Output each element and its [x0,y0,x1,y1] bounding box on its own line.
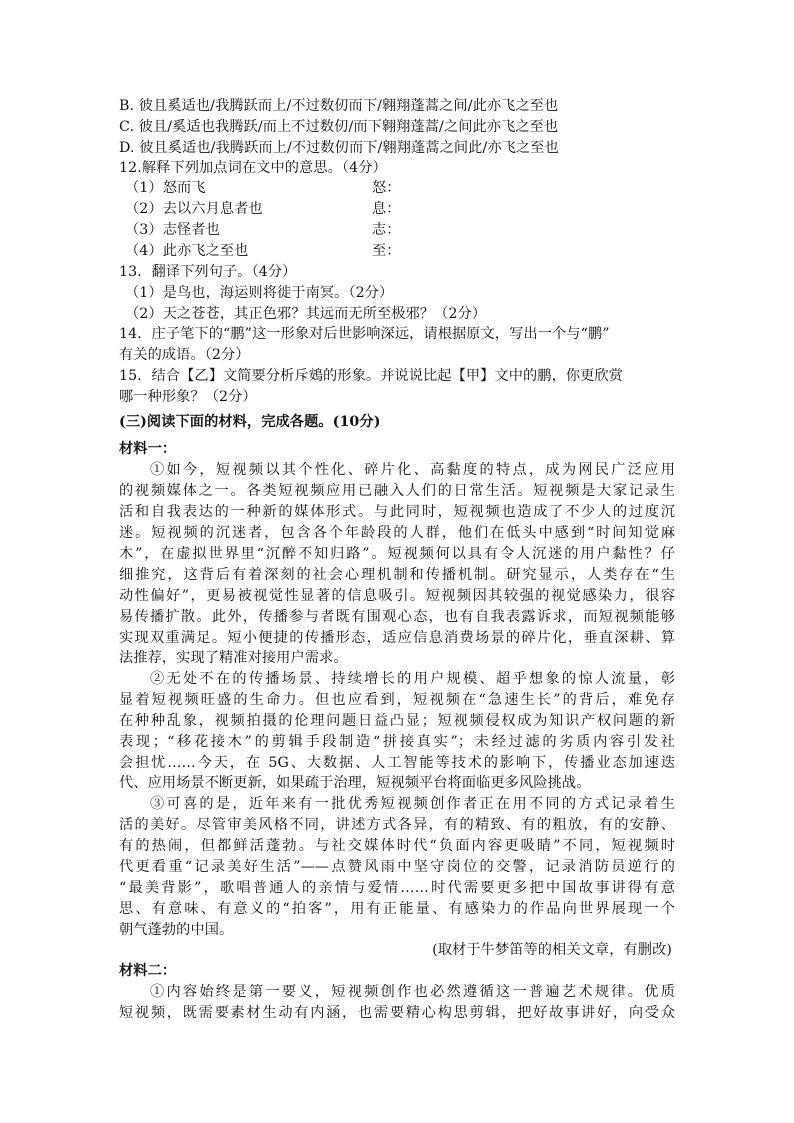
q13-title: 13．翻译下列句子。（4分） [119,264,297,280]
q12-answer-blank: 息： [372,201,401,217]
q12-item: （1）怒而飞 [125,180,206,196]
paragraph-line: 代更看重“记录美好生活”——点赞风雨中坚守岗位的交警，记录消防员逆行的 [119,859,675,875]
q12-answer-blank: 至： [372,243,401,259]
paragraph-line: 的视频媒体之一。各类短视频应用已融入人们的日常生活。短视频是大家记录生 [119,483,675,499]
paragraph-line: 代、应用场景不断更新，如果疏于治理，短视频平台将面临更多风险挑战。 [119,775,591,791]
paragraph-line: ①内容始终是第一要义，短视频创作也必然遵循这一普遍艺术规律。优质 [150,984,675,1000]
material2-label: 材料二： [119,963,177,979]
q15-line: 15．结合【乙】文简要分析斥鴳的形象。并说说比起【甲】文中的鹏，你更欣赏 [119,368,624,384]
paragraph-line: ①如今，短视频以其个性化、碎片化、高黏度的特点，成为网民广泛应用 [150,462,675,478]
q14-line: 14．庄子笔下的“鹏”这一形象对后世影响深远，请根据原文，写出一个与“鹏” [119,326,610,342]
q15-line: 哪一种形象？（2分） [119,389,257,405]
paragraph-line: 朝气蓬勃的中国。 [119,922,234,938]
paragraph-line: 动性偏好”，更易被视觉性显著的信息吸引。短视频因其较强的视觉感染力，很容 [119,588,675,604]
paragraph-line: 在种种乱象，视频拍摄的伦理问题日益凸显；短视频侵权成为知识产权问题的新 [119,713,675,729]
paragraph-line: 迷。短视频的沉迷者，包含各个年龄段的人群，他们在低头中感到“时间知觉麻 [119,525,675,541]
q12-item: （3）志怪者也 [125,222,220,238]
q12-answer-blank: 志： [372,222,401,238]
section-title: (三)阅读下面的材料，完成各题。(10分) [119,414,381,430]
paragraph-line: 显着短视频旺盛的生命力。但也应看到，短视频在“急速生长”的背后，难免存 [119,692,675,708]
paragraph-line: “最美背影”，歌唱普通人的亲情与爱情……时代需要更多把中国故事讲得有意 [119,880,675,896]
paragraph-line: 实现双重满足。短小便捷的传播形态，适应信息消费场景的碎片化，垂直深耕、算 [119,630,675,646]
q12-item: （2）去以六月息者也 [125,201,263,217]
paragraph-line: ③可喜的是，近年来有一批优秀短视频创作者正在用不同的方式记录着生 [150,796,675,812]
paragraph-line: 活的美好。尽管审美风格不同，讲述方式各异，有的精致、有的粗放，有的安静、 [119,817,675,833]
source-note: (取材于牛梦笛等的相关文章，有删改) [432,942,672,958]
q12-item: （4）此亦飞之至也 [125,243,249,259]
q12-title: 12.解释下列加点词在文中的意思。（4分） [119,160,387,176]
paragraph-line: 会担忧……今天，在 5G、大数据、人工智能等技术的影响下，传播业态加速迭 [119,755,675,771]
paragraph-line: 表现；“移花接木”的剪辑手段制造“拼接真实”；未经过滤的劣质内容引发社 [119,734,675,750]
option-d: D. 彼且奚适也/我腾跃而上/不过数仞而下/翱翔蓬蒿之间此/亦飞之至也 [119,140,559,156]
material1-label: 材料一： [119,441,177,457]
paragraph-line: ②无处不在的传播场景、持续增长的用户规模、超乎想象的惊人流量，彰 [150,671,675,687]
paragraph-line: 思、有意味、有意义的“拍客”，用有正能量、有感染力的作品向世界展现一个 [119,901,675,917]
q14-line: 有关的成语。（2分） [119,347,250,363]
paragraph-line: 法推荐，实现了精准对接用户需求。 [119,650,348,666]
option-c: C. 彼且/奚适也我腾跃/而上不过数仞/而下翱翔蓬蒿/之间此亦飞之至也 [119,119,559,135]
q12-answer-blank: 怒： [372,180,401,196]
paragraph-line: 活和自我表达的一种新的媒体形式。与此同时，短视频也造成了不少人的过度沉 [119,504,675,520]
paragraph-line: 易传播扩散。此外，传播参与者既有围观心态，也有自我表露诉求，而短视频能够 [119,609,675,625]
paragraph-line: 有的热闹，但都鲜活蓬勃。与社交媒体时代“负面内容更吸睛”不同，短视频时 [119,838,675,854]
q13-item: （1）是鸟也，海运则将徙于南冥。（2分） [125,285,394,301]
paragraph-line: 短视频，既需要素材生动有内涵，也需要精心构思剪辑，把好故事讲好，向受众 [119,1005,675,1021]
q13-item: （2）天之苍苍，其正色邪？其远而无所至极邪？（2分） [125,306,487,322]
paragraph-line: 木”，在虚拟世界里“沉醉不知归路”。短视频何以具有令人沉迷的用户黏性？仔 [119,546,675,562]
paragraph-line: 细推究，这背后有着深刻的社会心理机制和传播机制。研究显示，人类存在“生 [119,567,675,583]
option-b: B. 彼且奚适也/我腾跃而上/不过数仞而下/翱翔蓬蒿之间/此亦飞之至也 [119,98,559,114]
